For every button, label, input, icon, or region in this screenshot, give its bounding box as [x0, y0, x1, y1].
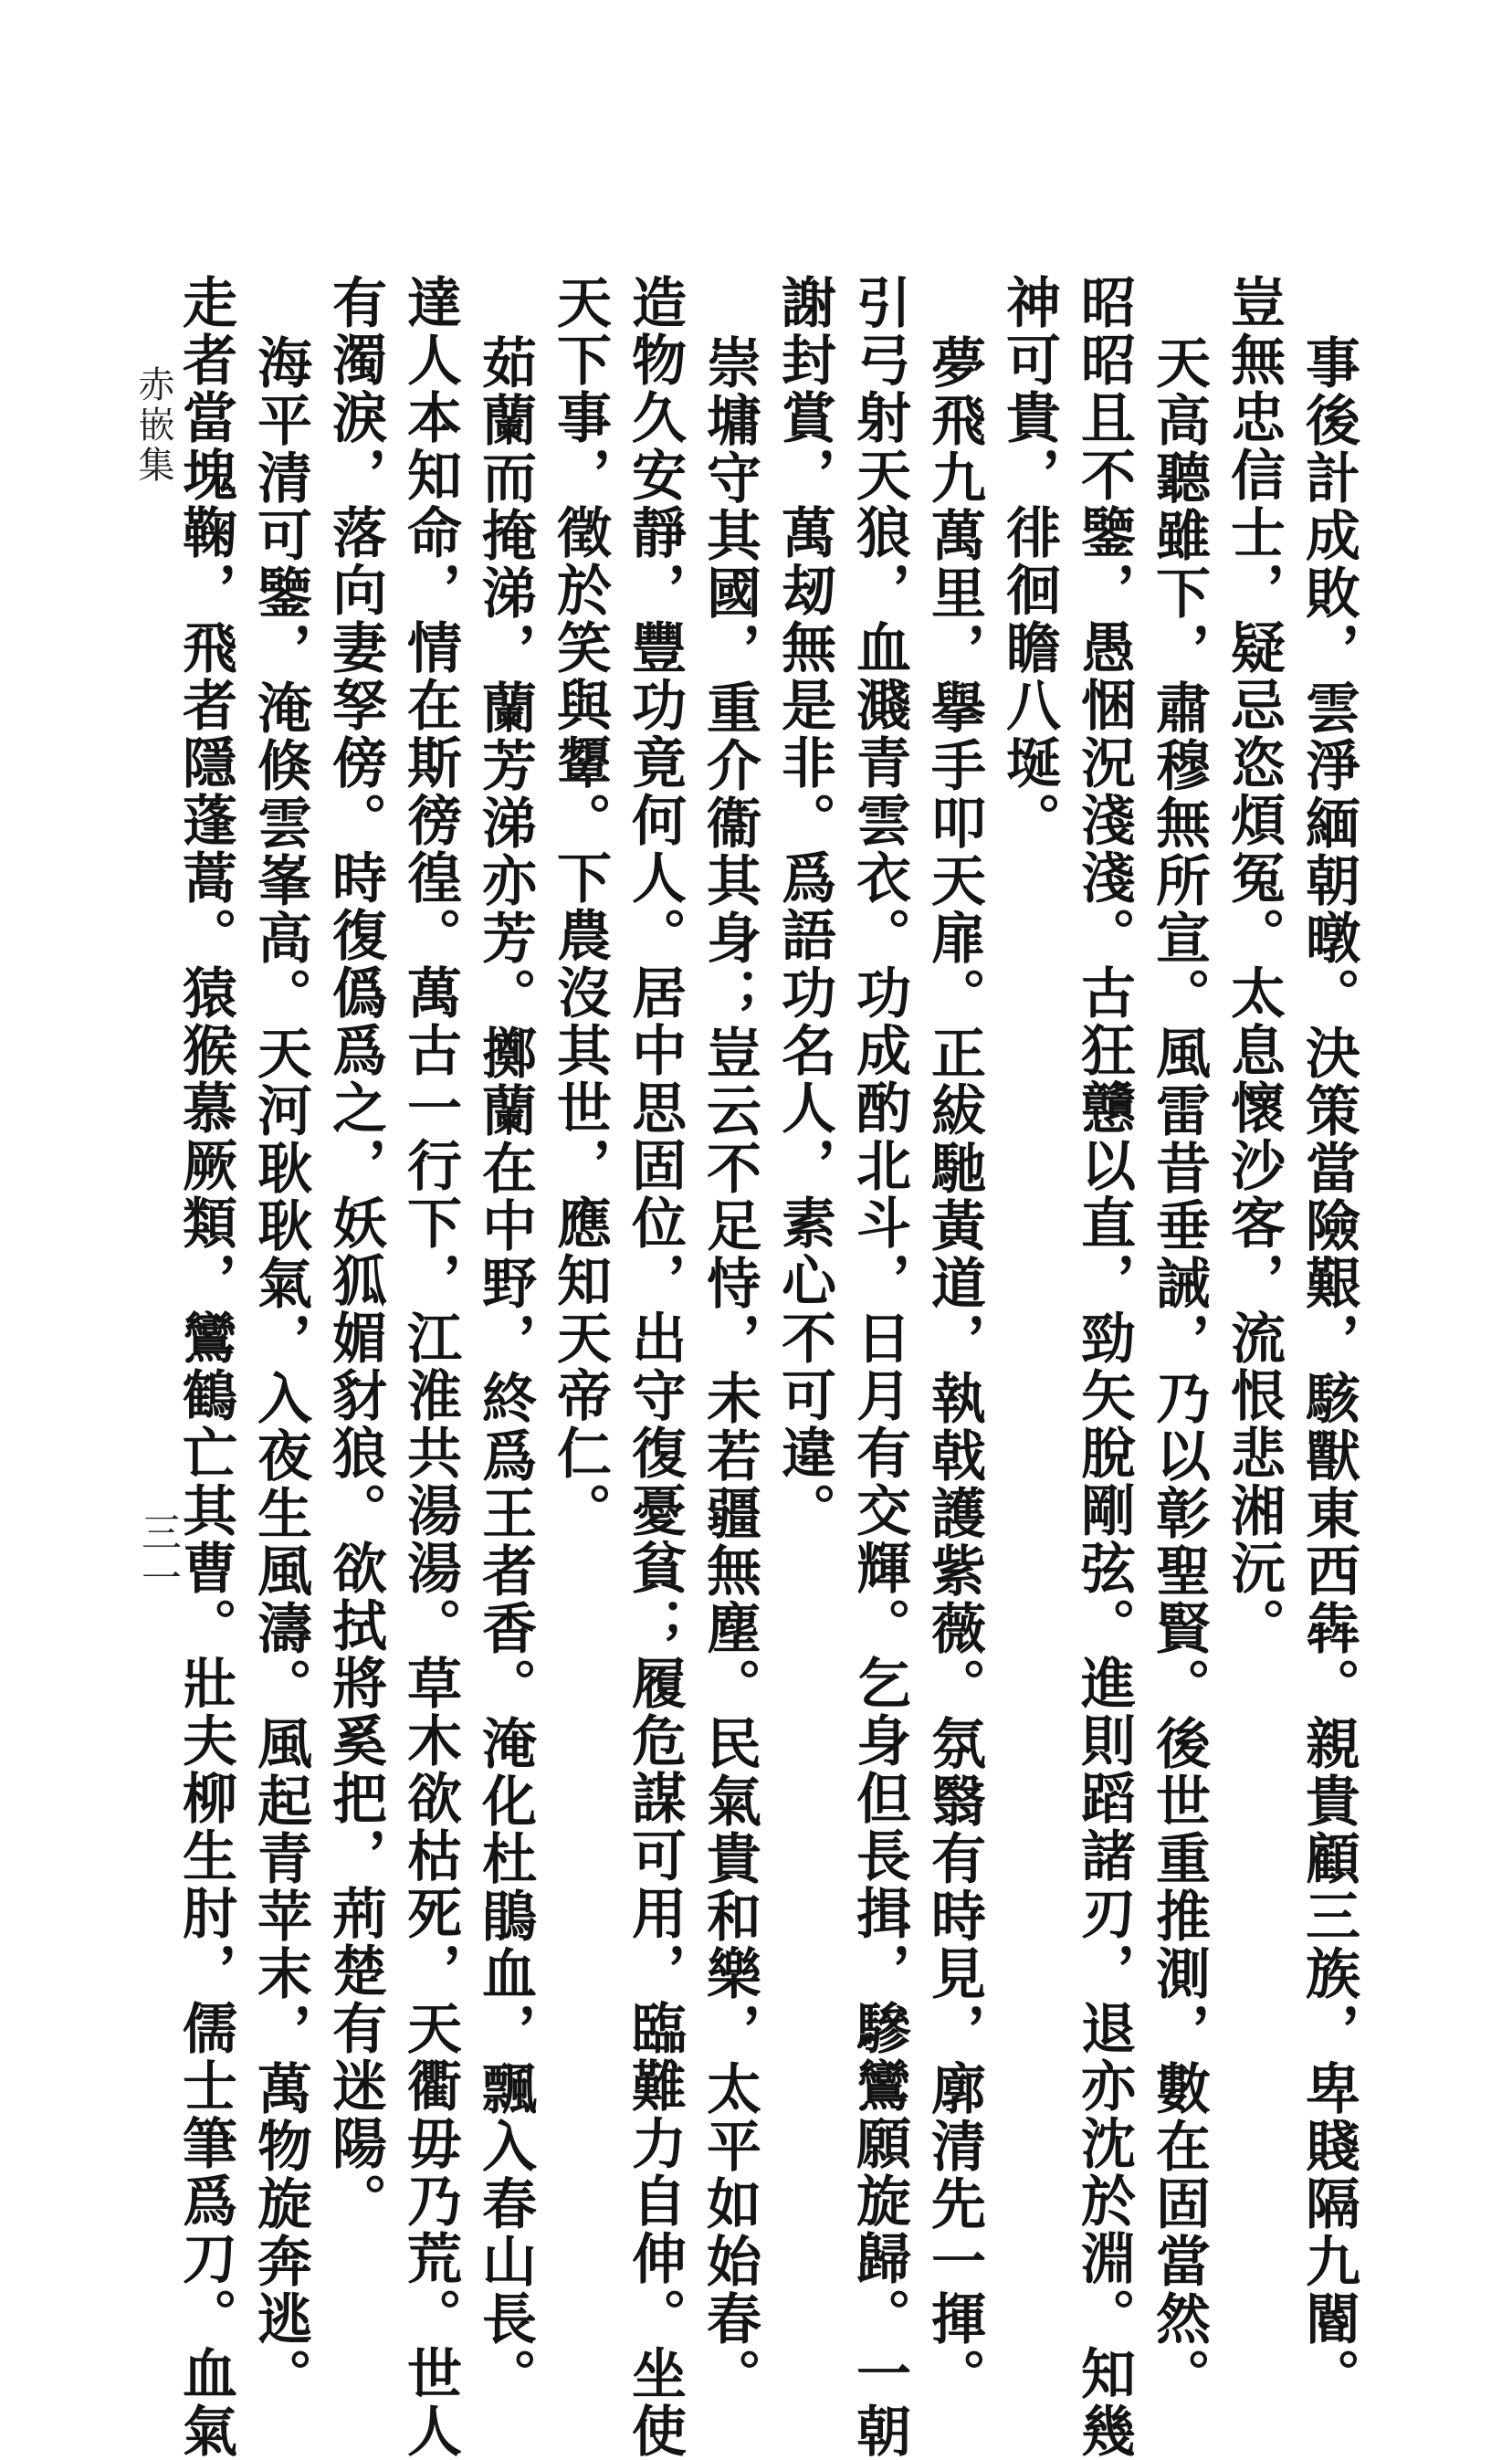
text-column: 走者當塊鞠，飛者隱蓬蒿。猿猴慕厥類，鸞鶴亡其曹。壯夫柳生肘，儒士筆爲刀。血氣: [173, 274, 237, 2460]
text-column: 天高聽雖下，肅穆無所宣。風雷昔垂誡，乃以彰聖賢。後世重推測，數在固當然。: [1147, 334, 1211, 2405]
text-column: 夢飛九萬里，擧手叩天扉。正紱馳黃道，執戟護紫薇。氛翳有時見，廓清先一揮。: [922, 334, 986, 2405]
text-column: 造物久安靜，豐功竟何人。居中思固位，出守復憂貧；履危謀可用，臨難力自伸。坐使: [623, 274, 687, 2460]
text-column: 海平清可鑒，淹倏雲峯高。天河耿耿氣，入夜生風濤。風起青苹末，萬物旋奔逃。: [248, 334, 312, 2405]
text-column: 茹蘭而掩涕，蘭芳涕亦芳。擲蘭在中野，終爲王者香。淹化杜鵑血，飄入春山長。: [473, 334, 537, 2405]
text-column: 達人本知命，情在斯徬徨。萬古一行下，江淮共湯湯。草木欲枯死，天衢毋乃荒。世人: [398, 274, 462, 2460]
text-column: 豈無忠信士，疑忌恣煩冤。太息懷沙客，流恨悲湘沅。: [1222, 274, 1286, 1655]
text-column: 神可貴，徘徊瞻八埏。: [997, 274, 1061, 849]
text-column: 引弓射天狼，血濺青雲衣。功成酌北斗，日月有交輝。乞身但長揖，驂鸞願旋歸。一朝: [847, 274, 911, 2460]
text-column: 崇墉守其國，重介衞其身；豈云不足恃，未若疆無塵。民氣貴和樂，太平如始春。: [698, 334, 761, 2405]
text-column: 有濁淚，落向妻孥傍。時復僞爲之，妖狐媚豺狼。欲拭將奚把，荊楚有迷陽。: [323, 274, 387, 2230]
text-column: 昭昭且不鑒，愚悃況淺淺。古狂戇以直，勁矢脫剛弦。進則蹈諸刃，退亦沈於淵。知幾: [1072, 274, 1136, 2460]
text-column: 謝封賞，萬刼無是非。爲語功名人，素心不可違。: [772, 274, 836, 1540]
poem-text-block: [168, 274, 1366, 2460]
book-title: 赤嵌集: [132, 365, 174, 486]
text-column: 天下事，徵於笑與顰。下農沒其世，應知天帝仁。: [548, 274, 612, 1540]
text-column: 事後計成敗，雲淨緬朝暾。決策當險艱，駭獸東西犇。親貴顧三族，卑賤隔九閽。: [1297, 334, 1360, 2405]
page-number: 三一: [134, 1511, 181, 1603]
